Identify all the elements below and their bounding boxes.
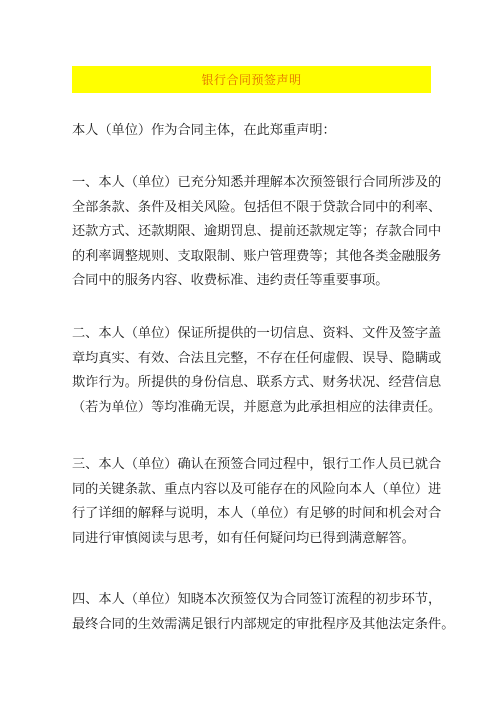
clause-2-paragraph [72, 322, 442, 420]
clause-3-line: 三、本人（单位）确认在预签合同过程中，银行工作人员已就合 [72, 457, 442, 472]
document-title: 银行合同预签声明 [201, 73, 302, 87]
clause-3-paragraph [72, 453, 442, 551]
clause-3-line: 同的关键条款、重点内容以及可能存在的风险向本人（单位）进 [72, 481, 442, 497]
clause-4-line: 最终合同的生效需满足银行内部规定的审批程序及其他法定条件。 [72, 616, 455, 632]
clause-2-line: （若为单位）等均准确无误，并愿意为此承担相应的法律责任。 [72, 399, 442, 415]
intro-paragraph [72, 119, 434, 144]
clause-2-line: 欺诈行为。所提供的身份信息、联系方式、财务状况、经营信息 [72, 375, 442, 390]
intro-line: 本人（单位）作为合同主体，在此郑重声明： [72, 123, 336, 138]
title-banner [72, 66, 431, 93]
clause-3-line: 行了详细的解释与说明，本人（单位）有足够的时间和机会对合 [72, 506, 442, 521]
clause-2-line: 二、本人（单位）保证所提供的一切信息、资料、文件及签字盖 [72, 326, 442, 341]
clause-2-line: 章均真实、有效、合法且完整，不存在任何虚假、误导、隐瞒或 [72, 350, 442, 366]
clause-4-paragraph [72, 588, 455, 637]
clause-1-line: 一、本人（单位）已充分知悉并理解本次预签银行合同所涉及的 [72, 175, 442, 190]
clause-1-line: 全部条款、条件及相关风险。包括但不限于贷款合同中的利率、 [72, 199, 442, 215]
clause-1-line: 合同中的服务内容、收费标准、违约责任等重要事项。 [72, 273, 389, 288]
clause-1-line: 还款方式、还款期限、逾期罚息、提前还款规定等；存款合同中 [72, 224, 442, 239]
clause-4-line: 四、本人（单位）知晓本次预签仅为合同签订流程的初步环节， [72, 592, 442, 607]
clause-1-paragraph [72, 171, 442, 294]
clause-1-line: 的利率调整规则、支取限制、账户管理费等；其他各类金融服务 [72, 248, 442, 264]
clause-3-line: 同进行审慎阅读与思考，如有任何疑问均已得到满意解答。 [72, 530, 415, 546]
